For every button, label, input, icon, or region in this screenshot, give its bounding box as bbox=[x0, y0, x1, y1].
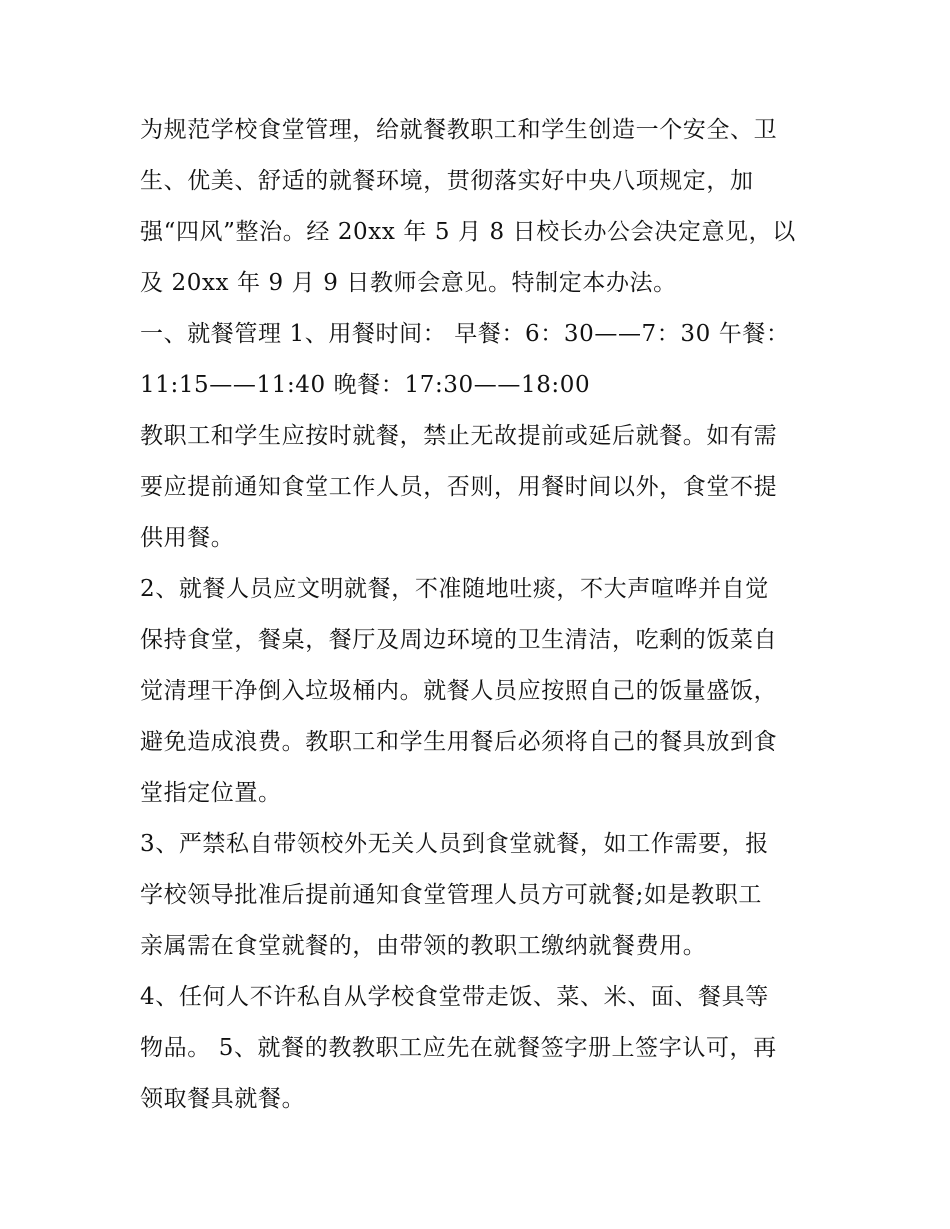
text-line: 3、严禁私自带领校外无关人员到食堂就餐，如工作需要，报 bbox=[140, 831, 769, 857]
document-body bbox=[140, 105, 820, 1125]
text-line: 4、任何人不许私自从学校食堂带走饭、菜、米、面、餐具等 bbox=[140, 984, 769, 1010]
text-line: 教职工和学生应按时就餐，禁止无故提前或延后就餐。如有需 bbox=[140, 423, 778, 449]
text-line: 2、就餐人员应文明就餐，不准随地吐痰，不大声喧哗并自觉 bbox=[140, 576, 769, 602]
text-line: 避免造成浪费。教职工和学生用餐后必须将自己的餐具放到食 bbox=[140, 729, 778, 755]
text-line: 11:15——11:40 晚餐：17:30——18:00 bbox=[140, 372, 591, 398]
text-line: 要应提前通知食堂工作人员，否则，用餐时间以外，食堂不提 bbox=[140, 474, 778, 500]
text-line: 学校领导批准后提前通知食堂管理人员方可就餐;如是教职工 bbox=[140, 882, 762, 908]
text-line: 及 20xx 年 9 月 9 日教师会意见。特制定本办法。 bbox=[140, 270, 677, 296]
text-line: 堂指定位置。 bbox=[140, 780, 282, 806]
text-line: 物品。 5、就餐的教教职工应先在就餐签字册上签字认可，再 bbox=[140, 1035, 777, 1061]
text-line: 生、优美、舒适的就餐环境，贯彻落实好中央八项规定，加 bbox=[140, 168, 754, 194]
text-line: 保持食堂，餐桌，餐厅及周边环境的卫生清洁，吃剩的饭菜自 bbox=[140, 627, 778, 653]
text-line: 强“四风”整治。经 20xx 年 5 月 8 日校长办公会决定意见，以 bbox=[140, 219, 796, 245]
text-line: 一、就餐管理 1、用餐时间： 早餐：6：30——7：30 午餐： bbox=[140, 321, 790, 347]
text-line: 领取餐具就餐。 bbox=[140, 1086, 306, 1112]
text-line: 为规范学校食堂管理，给就餐教职工和学生创造一个安全、卫 bbox=[140, 117, 778, 143]
text-line: 觉清理干净倒入垃圾桶内。就餐人员应按照自己的饭量盛饭， bbox=[140, 678, 778, 704]
text-line: 亲属需在食堂就餐的，由带领的教职工缴纳就餐费用。 bbox=[140, 933, 707, 959]
text-line: 供用餐。 bbox=[140, 525, 235, 551]
